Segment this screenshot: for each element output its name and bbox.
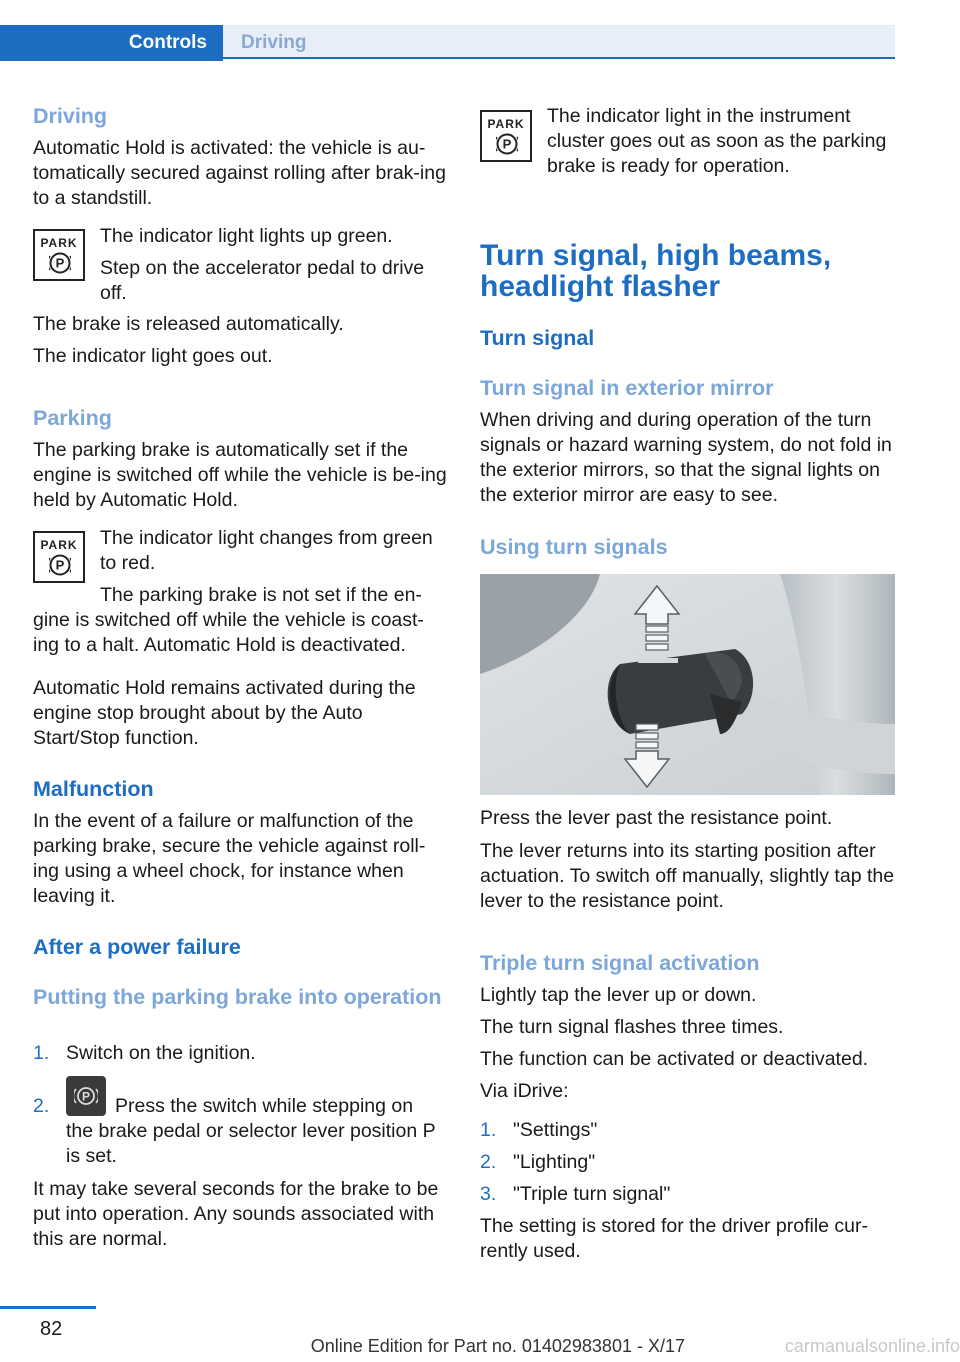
- menu-number: 1.: [480, 1119, 497, 1141]
- turn-signal-heading: Turn signal: [480, 326, 595, 350]
- park-label: PARK: [40, 236, 78, 250]
- watermark: carmanualsonline.info: [784, 1336, 960, 1356]
- goes-out-text: The indicator light goes out.: [33, 345, 273, 367]
- park-brake-indicator-icon: [480, 110, 532, 162]
- flashes-text: The turn signal flashes three times.: [480, 1016, 784, 1038]
- icon2-line2: The parking brake is not set if the en‐: [100, 584, 422, 606]
- step-number: 2.: [33, 1095, 50, 1117]
- page-number: 82: [40, 1318, 63, 1340]
- list-item: [480, 1118, 896, 1143]
- park-label: PARK: [487, 117, 525, 131]
- malfunction-text: In the event of a failure or malfunction of the parking brake, secure the vehicle against roll‐ing using a wheel chock, for instance when leaving it.: [33, 810, 426, 907]
- park-label: PARK: [40, 538, 78, 552]
- step-text: Switch on the ignition.: [66, 1042, 256, 1064]
- svg-text:P: P: [55, 255, 65, 271]
- list-item: [480, 1182, 896, 1207]
- icon1-line1: The indicator light lights up green.: [100, 225, 393, 247]
- driving-heading: Driving: [33, 104, 108, 128]
- park-brake-indicator-icon: [33, 531, 85, 583]
- icon1-line2: Step on the accelerator pedal to drive off.: [100, 257, 425, 304]
- menu-text: "Settings": [513, 1119, 598, 1141]
- park-brake-indicator-icon: [33, 229, 85, 281]
- malfunction-heading: Malfunction: [33, 777, 154, 801]
- step-text: Press the switch while stepping on: [115, 1095, 414, 1117]
- main-heading: Turn signal, high beams, headlight flasher: [480, 239, 832, 303]
- parking-heading: Parking: [33, 406, 112, 430]
- step-number: 1.: [33, 1042, 50, 1064]
- returns-text: The lever returns into its starting position after actuation. To switch off manually, slightly tap the lever to the resistance point.: [480, 840, 895, 912]
- menu-number: 2.: [480, 1151, 497, 1173]
- icon3-text: The indicator light in the instrument cluster goes out as soon as the parking brake is ready for operation.: [547, 105, 887, 177]
- closing-text: It may take several seconds for the brake to be put into operation. Any sounds associated with this are normal.: [33, 1178, 439, 1250]
- edition-text: Online Edition for Part no. 01402983801 - X/17: [310, 1336, 685, 1356]
- list-item: [33, 1041, 449, 1066]
- list-item: [33, 1089, 449, 1169]
- menu-text: "Triple turn signal": [513, 1183, 671, 1205]
- icon2-line2-cont: gine is switched off while the vehicle is coast‐ing to a halt. Automatic Hold is deactivated.: [33, 609, 424, 656]
- driving-text: Automatic Hold is activated: the vehicle is au‐tomatically secured against rolling after brak‐ing to a standstill.: [33, 137, 446, 209]
- svg-text:P: P: [55, 557, 65, 573]
- exterior-text: When driving and during operation of the turn signals or hazard warning system, do not fold in the exterior mirrors, so that the signal lights on the exterior mirror are easy to see.: [480, 409, 892, 506]
- footer-rule: [0, 1306, 96, 1309]
- turn-signal-lever-illustration: [480, 574, 895, 795]
- exterior-heading: Turn signal in exterior mirror: [480, 376, 774, 400]
- menu-number: 3.: [480, 1183, 497, 1205]
- parking-text: The parking brake is automatically set if the engine is switched off while the vehicle is be‐ing held by Automatic Hold.: [33, 439, 447, 511]
- step-text-cont: the brake pedal or selector lever position P is set.: [66, 1120, 436, 1167]
- svg-text:P: P: [502, 136, 512, 152]
- menu-text: "Lighting": [513, 1151, 596, 1173]
- svg-text:P: P: [81, 1089, 91, 1104]
- header-tabs: [0, 25, 895, 61]
- power-failure-heading: After a power failure: [33, 935, 241, 959]
- tap-text: Lightly tap the lever up or down.: [480, 984, 757, 1006]
- triple-heading: Triple turn signal activation: [480, 951, 760, 975]
- list-item: [480, 1150, 896, 1175]
- press-text: Press the lever past the resistance point.: [480, 807, 833, 829]
- parking-brake-switch-icon: [66, 1076, 106, 1116]
- using-heading: Using turn signals: [480, 535, 668, 559]
- stored-text: The setting is stored for the driver profile cur‐rently used.: [480, 1215, 868, 1262]
- tab-controls[interactable]: Controls: [0, 25, 223, 61]
- via-text: Via iDrive:: [480, 1080, 569, 1102]
- putting-heading: Putting the parking brake into operation: [33, 985, 442, 1009]
- tab-driving[interactable]: Driving: [223, 25, 895, 59]
- auto-hold-text: Automatic Hold remains activated during the engine stop brought about by the Auto Start/Stop function.: [33, 677, 416, 749]
- function-text: The function can be activated or deactivated.: [480, 1048, 869, 1070]
- icon2-line1: The indicator light changes from green to red.: [100, 527, 433, 574]
- released-text: The brake is released automatically.: [33, 313, 344, 335]
